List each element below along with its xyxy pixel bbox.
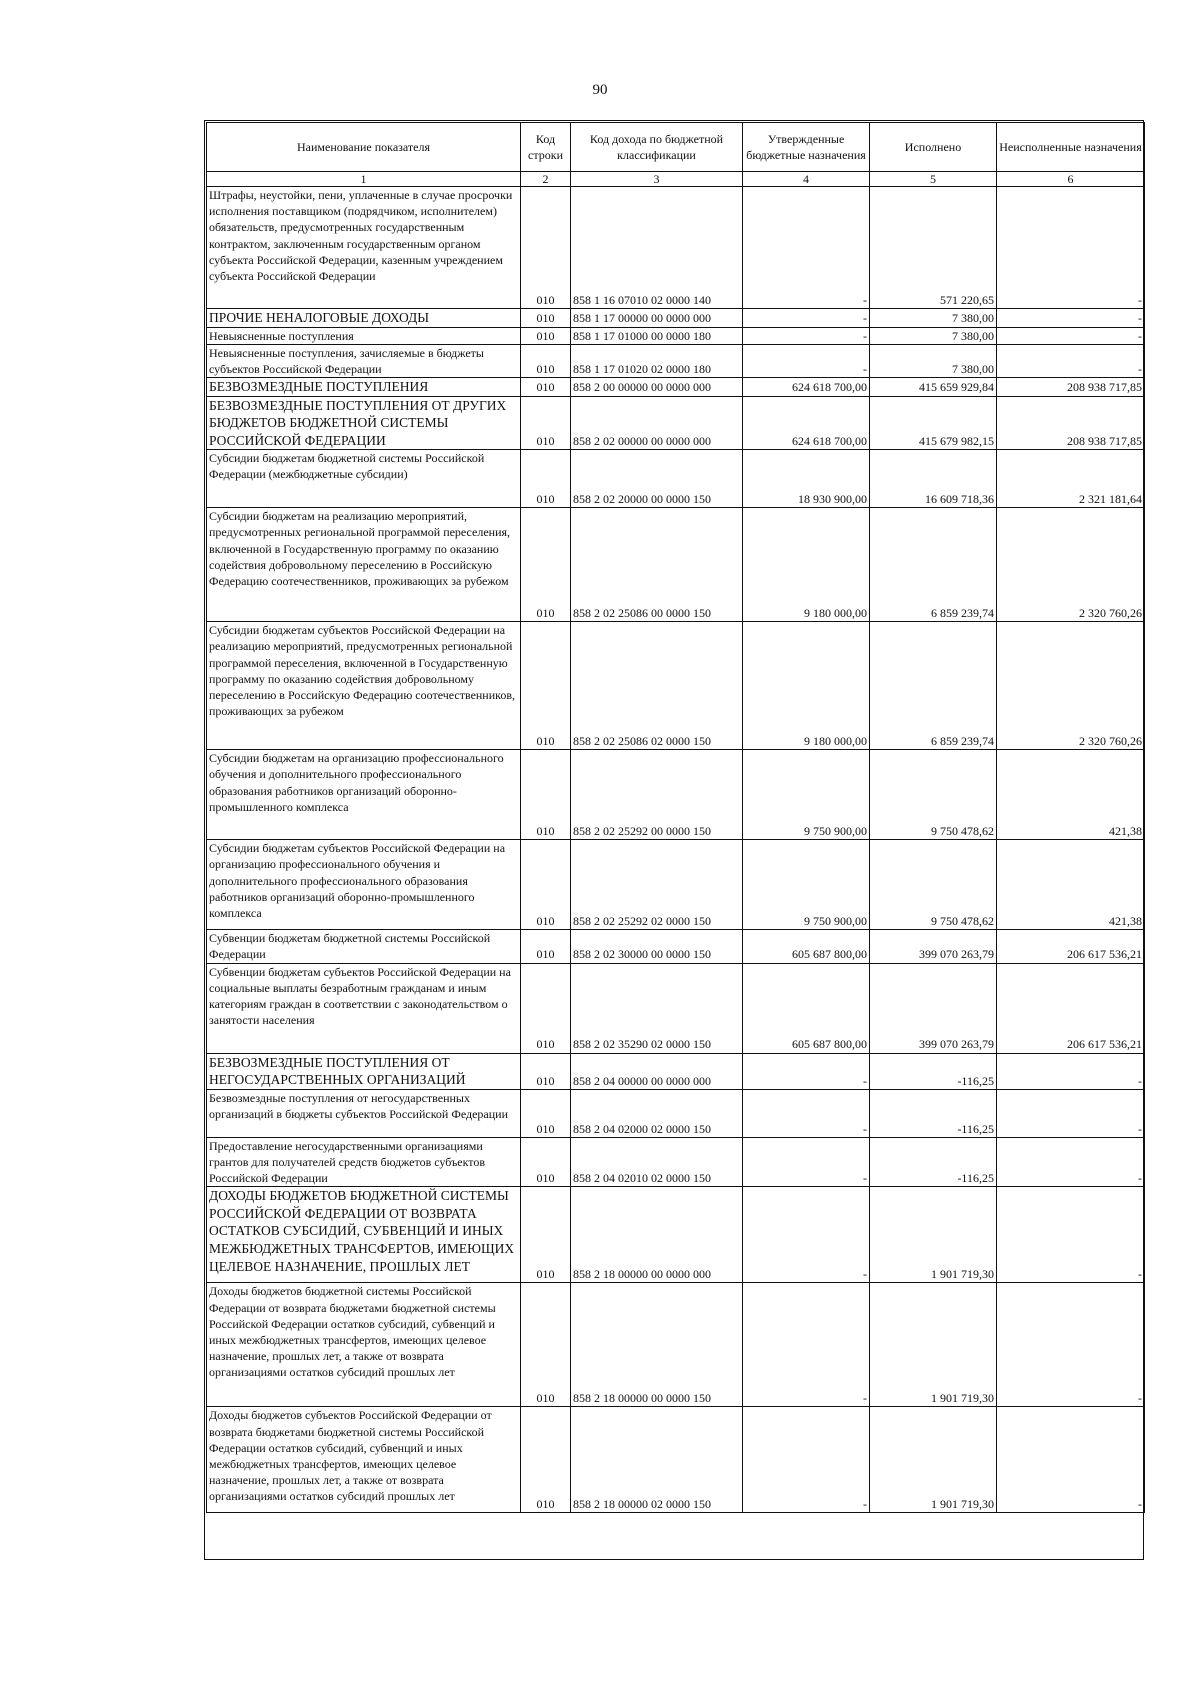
row-executed: 7 380,00: [870, 344, 997, 377]
table-row: [207, 750, 1145, 840]
row-executed: 1 901 719,30: [870, 1187, 997, 1283]
row-classification-code: 858 2 02 20000 00 0000 150: [571, 450, 743, 508]
row-classification-code: 858 2 00 00000 00 0000 000: [571, 378, 743, 397]
row-approved: 9 180 000,00: [743, 622, 870, 750]
row-classification-code: 858 2 02 25292 02 0000 150: [571, 840, 743, 930]
table-row: [207, 622, 1145, 750]
row-line-code: 010: [521, 327, 571, 344]
row-line-code: 010: [521, 187, 571, 309]
row-unexecuted: -: [997, 1137, 1145, 1187]
table-row: [207, 1053, 1145, 1089]
row-classification-code: 858 2 04 02000 02 0000 150: [571, 1089, 743, 1137]
row-executed: 6 859 239,74: [870, 508, 997, 622]
table-row: [207, 1187, 1145, 1283]
table-row: [207, 1089, 1145, 1137]
row-unexecuted: 421,38: [997, 840, 1145, 930]
row-classification-code: 858 1 17 01020 02 0000 180: [571, 344, 743, 377]
row-line-code: 010: [521, 1187, 571, 1283]
row-unexecuted: 2 320 760,26: [997, 508, 1145, 622]
row-line-code: 010: [521, 1283, 571, 1407]
row-name: Доходы бюджетов субъектов Российской Федерации от возврата бюджетами бюджетной системы Российской Федерации остатков субсидий, субвенций и иных межбюджетных трансфертов, имеющих целевое назначение, прошлых лет, а также от возврата организациями остатков субсидий прошлых лет: [207, 1407, 521, 1513]
row-unexecuted: -: [997, 1283, 1145, 1407]
row-approved: -: [743, 1137, 870, 1187]
row-name: Субсидии бюджетам субъектов Российской Федерации на организацию профессионального обучения и дополнительного профессионального образования работников организаций оборонно-промышленного комплекса: [207, 840, 521, 930]
page-number: 90: [592, 82, 608, 98]
row-classification-code: 858 2 02 25292 00 0000 150: [571, 750, 743, 840]
row-classification-code: 858 2 02 30000 00 0000 150: [571, 930, 743, 963]
row-approved: 624 618 700,00: [743, 378, 870, 397]
row-name: Невыясненные поступления: [207, 327, 521, 344]
header-line-code: Код строки: [521, 123, 571, 172]
header-unexecuted: Неисполненные назначения: [997, 123, 1145, 172]
row-executed: 7 380,00: [870, 309, 997, 328]
column-number: 5: [870, 172, 997, 187]
table-row: [207, 450, 1145, 508]
row-unexecuted: 421,38: [997, 750, 1145, 840]
table-row: [207, 1407, 1145, 1513]
row-line-code: 010: [521, 344, 571, 377]
row-executed: 1 901 719,30: [870, 1283, 997, 1407]
row-classification-code: 858 1 17 01000 00 0000 180: [571, 327, 743, 344]
row-classification-code: 858 2 04 00000 00 0000 000: [571, 1053, 743, 1089]
row-name: Субсидии бюджетам субъектов Российской Федерации на реализацию мероприятий, предусмотренных региональной программой переселения, включенной в Государственную программу по оказанию содействия добровольному переселению в Российскую Федерацию соотечественников, проживающих за рубежом: [207, 622, 521, 750]
row-classification-code: 858 2 02 25086 02 0000 150: [571, 622, 743, 750]
row-name: ПРОЧИЕ НЕНАЛОГОВЫЕ ДОХОДЫ: [207, 309, 521, 328]
row-classification-code: 858 2 02 00000 00 0000 000: [571, 396, 743, 450]
row-approved: -: [743, 1053, 870, 1089]
header-classification-code: Код дохода по бюджетной классификации: [571, 123, 743, 172]
row-name: Предоставление негосударственными организациями грантов для получателей средств бюджетов субъектов Российской Федерации: [207, 1137, 521, 1187]
table-row: [207, 187, 1145, 309]
table-row: [207, 840, 1145, 930]
row-line-code: 010: [521, 963, 571, 1053]
row-approved: -: [743, 1407, 870, 1513]
row-line-code: 010: [521, 1089, 571, 1137]
row-unexecuted: -: [997, 344, 1145, 377]
row-executed: 415 659 929,84: [870, 378, 997, 397]
row-line-code: 010: [521, 1053, 571, 1089]
row-unexecuted: -: [997, 1407, 1145, 1513]
row-approved: -: [743, 344, 870, 377]
row-executed: 571 220,65: [870, 187, 997, 309]
row-name: Субвенции бюджетам бюджетной системы Российской Федерации: [207, 930, 521, 963]
column-number: 2: [521, 172, 571, 187]
row-name: Субсидии бюджетам на организацию профессионального обучения и дополнительного профессионального образования работников организаций оборонно-промышленного комплекса: [207, 750, 521, 840]
row-name: Субсидии бюджетам на реализацию мероприятий, предусмотренных региональной программой переселения, включенной в Государственную программу по оказанию содействия добровольному переселению в Российскую Федерацию соотечественников, проживающих за рубежом: [207, 508, 521, 622]
column-number: 4: [743, 172, 870, 187]
row-unexecuted: -: [997, 1053, 1145, 1089]
row-approved: -: [743, 1089, 870, 1137]
row-classification-code: 858 1 16 07010 02 0000 140: [571, 187, 743, 309]
row-unexecuted: -: [997, 1187, 1145, 1283]
row-executed: 399 070 263,79: [870, 963, 997, 1053]
row-line-code: 010: [521, 396, 571, 450]
row-executed: -116,25: [870, 1089, 997, 1137]
row-executed: 9 750 478,62: [870, 750, 997, 840]
row-approved: -: [743, 1187, 870, 1283]
budget-report-table: [206, 122, 1145, 1513]
table-row: [207, 930, 1145, 963]
row-name: БЕЗВОЗМЕЗДНЫЕ ПОСТУПЛЕНИЯ: [207, 378, 521, 397]
row-line-code: 010: [521, 840, 571, 930]
row-approved: 9 180 000,00: [743, 508, 870, 622]
row-approved: 605 687 800,00: [743, 930, 870, 963]
row-line-code: 010: [521, 378, 571, 397]
row-classification-code: 858 1 17 00000 00 0000 000: [571, 309, 743, 328]
row-line-code: 010: [521, 508, 571, 622]
header-executed: Исполнено: [870, 123, 997, 172]
row-approved: -: [743, 309, 870, 328]
row-approved: -: [743, 187, 870, 309]
row-line-code: 010: [521, 450, 571, 508]
column-number: 6: [997, 172, 1145, 187]
row-classification-code: 858 2 04 02010 02 0000 150: [571, 1137, 743, 1187]
column-number: 3: [571, 172, 743, 187]
table-row: [207, 327, 1145, 344]
row-unexecuted: -: [997, 1089, 1145, 1137]
row-unexecuted: 206 617 536,21: [997, 963, 1145, 1053]
row-name: Доходы бюджетов бюджетной системы Российской Федерации от возврата бюджетами бюджетной системы Российской Федерации остатков субсидий, субвенций и иных межбюджетных трансфертов, имеющих целевое назначение, прошлых лет, а также от возврата организациями остатков субсидий прошлых лет: [207, 1283, 521, 1407]
column-number: 1: [207, 172, 521, 187]
row-executed: 9 750 478,62: [870, 840, 997, 930]
row-line-code: 010: [521, 750, 571, 840]
row-approved: 9 750 900,00: [743, 750, 870, 840]
table-row: [207, 309, 1145, 328]
header-indicator-name: Наименование показателя: [207, 123, 521, 172]
row-name: БЕЗВОЗМЕЗДНЫЕ ПОСТУПЛЕНИЯ ОТ ДРУГИХ БЮДЖЕТОВ БЮДЖЕТНОЙ СИСТЕМЫ РОССИЙСКОЙ ФЕДЕРАЦИИ: [207, 396, 521, 450]
row-unexecuted: 206 617 536,21: [997, 930, 1145, 963]
row-executed: 16 609 718,36: [870, 450, 997, 508]
row-unexecuted: 208 938 717,85: [997, 378, 1145, 397]
row-line-code: 010: [521, 1137, 571, 1187]
row-unexecuted: -: [997, 309, 1145, 328]
row-approved: 624 618 700,00: [743, 396, 870, 450]
row-name: Субсидии бюджетам бюджетной системы Российской Федерации (межбюджетные субсидии): [207, 450, 521, 508]
row-approved: -: [743, 1283, 870, 1407]
row-approved: -: [743, 327, 870, 344]
table-row: [207, 1283, 1145, 1407]
table-row: [207, 963, 1145, 1053]
row-classification-code: 858 2 18 00000 00 0000 150: [571, 1283, 743, 1407]
header-approved: Утвержденные бюджетные назначения: [743, 123, 870, 172]
row-classification-code: 858 2 18 00000 02 0000 150: [571, 1407, 743, 1513]
row-line-code: 010: [521, 930, 571, 963]
row-unexecuted: 2 320 760,26: [997, 622, 1145, 750]
header-row: [207, 123, 1145, 172]
row-name: Субвенции бюджетам субъектов Российской Федерации на социальные выплаты безработным гражданам и иным категориям граждан в соответствии с законодательством о занятости населения: [207, 963, 521, 1053]
row-line-code: 010: [521, 309, 571, 328]
row-executed: 415 679 982,15: [870, 396, 997, 450]
table-body: [207, 187, 1145, 1513]
row-name: БЕЗВОЗМЕЗДНЫЕ ПОСТУПЛЕНИЯ ОТ НЕГОСУДАРСТВЕННЫХ ОРГАНИЗАЦИЙ: [207, 1053, 521, 1089]
row-name: Штрафы, неустойки, пени, уплаченные в случае просрочки исполнения поставщиком (подрядчиком, исполнителем) обязательств, предусмотренных государственным контрактом, заключенным государственным органом субъекта Российской Федерации, казенным учреждением субъекта Российской Федерации: [207, 187, 521, 309]
row-name: Невыясненные поступления, зачисляемые в бюджеты субъектов Российской Федерации: [207, 344, 521, 377]
row-classification-code: 858 2 02 25086 00 0000 150: [571, 508, 743, 622]
row-line-code: 010: [521, 622, 571, 750]
row-unexecuted: -: [997, 327, 1145, 344]
table-row: [207, 1137, 1145, 1187]
table-row: [207, 508, 1145, 622]
row-executed: 7 380,00: [870, 327, 997, 344]
row-unexecuted: 2 321 181,64: [997, 450, 1145, 508]
table-row: [207, 396, 1145, 450]
table-row: [207, 344, 1145, 377]
column-number-row: [207, 172, 1145, 187]
row-executed: -116,25: [870, 1137, 997, 1187]
row-executed: -116,25: [870, 1053, 997, 1089]
row-executed: 6 859 239,74: [870, 622, 997, 750]
row-unexecuted: -: [997, 187, 1145, 309]
row-name: Безвозмездные поступления от негосударственных организаций в бюджеты субъектов Российской Федерации: [207, 1089, 521, 1137]
table-row: [207, 378, 1145, 397]
row-executed: 399 070 263,79: [870, 930, 997, 963]
row-approved: 605 687 800,00: [743, 963, 870, 1053]
row-classification-code: 858 2 02 35290 02 0000 150: [571, 963, 743, 1053]
row-approved: 9 750 900,00: [743, 840, 870, 930]
row-unexecuted: 208 938 717,85: [997, 396, 1145, 450]
row-executed: 1 901 719,30: [870, 1407, 997, 1513]
row-classification-code: 858 2 18 00000 00 0000 000: [571, 1187, 743, 1283]
row-line-code: 010: [521, 1407, 571, 1513]
row-name: ДОХОДЫ БЮДЖЕТОВ БЮДЖЕТНОЙ СИСТЕМЫ РОССИЙСКОЙ ФЕДЕРАЦИИ ОТ ВОЗВРАТА ОСТАТКОВ СУБСИДИЙ, СУБВЕНЦИЙ И ИНЫХ МЕЖБЮДЖЕТНЫХ ТРАНСФЕРТОВ, ИМЕЮЩИХ ЦЕЛЕВОЕ НАЗНАЧЕНИЕ, ПРОШЛЫХ ЛЕТ: [207, 1187, 521, 1283]
row-approved: 18 930 900,00: [743, 450, 870, 508]
